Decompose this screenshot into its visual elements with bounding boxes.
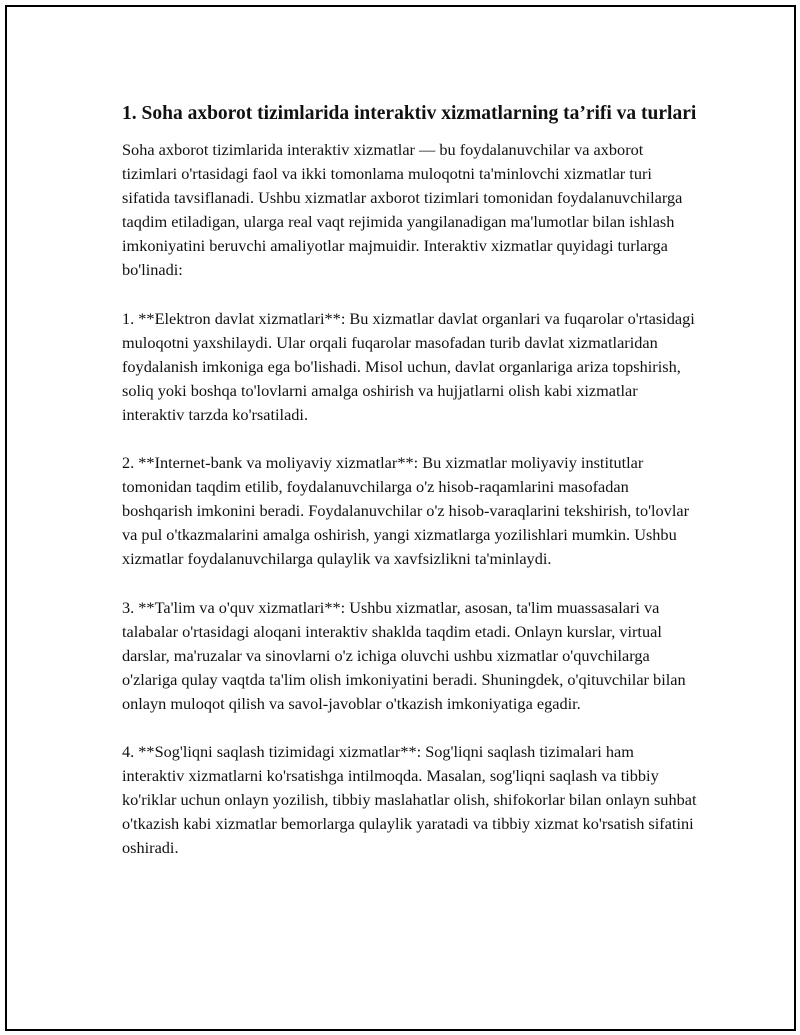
- document-title: 1. Soha axborot tizimlarida interaktiv xizmatlarning ta’rifi va turlari: [122, 103, 697, 124]
- page-frame: [5, 5, 796, 1031]
- paragraph-internet-banking: 2. **Internet-bank va moliyaviy xizmatlar**: Bu xizmatlar moliyaviy institutlar tomonidan taqdim etilib, foydalanuvchilarga o'z hisob-raqamlarini masofadan boshqarish imkonini beradi. Foydalanuvchilar o'z hisob-varaqlarini tekshirish, to'lovlar va pul o'tkazmalarini amalga oshirish, yangi xizmatlarga yozilishlari mumkin. Ushbu xizmatlar foydalanuvchilarga qulaylik va xavfsizlikni ta'minlaydi.: [122, 453, 689, 569]
- paragraph-education-services: 3. **Ta'lim va o'quv xizmatlari**: Ushbu xizmatlar, asosan, ta'lim muassasalari va talabalar o'rtasidagi aloqani interaktiv shaklda taqdim etadi. Onlayn kurslar, virtual darslar, ma'ruzalar va sinovlarni o'z ichiga oluvchi ushbu xizmatlar o'quvchilarga o'zlariga qulay vaqtda ta'lim olish imkoniyatini beradi. Shuningdek, o'qituvchilar bilan onlayn muloqot qilish va savol-javoblar o'tkazish imkoniyatiga egadir.: [122, 597, 686, 713]
- paragraph-healthcare-services: 4. **Sog'liqni saqlash tizimidagi xizmatlar**: Sog'liqni saqlash tizimalari ham interaktiv xizmatlarni ko'rsatishga intilmoqda. Masalan, sog'liqni saqlash va tibbiy ko'riklar uchun onlayn yozilish, tibbiy maslahatlar olish, shifokorlar bilan onlayn suhbat o'tkazish kabi xizmatlar bemorlarga qulaylik yaratadi va tibbiy xizmat ko'rsatish sifatini oshiradi.: [122, 741, 697, 858]
- document-body: [122, 99, 697, 884]
- intro-paragraph: Soha axborot tizimlarida interaktiv xizmatlar — bu foydalanuvchilar va axborot tizimlari o'rtasidagi faol va ikki tomonlama muloqotni ta'minlovchi xizmatlar turi sifatida tavsiflanadi. Ushbu xizmatlar axborot tizimlari tomonidan foydalanuvchilarga taqdim etiladigan, ularga real vaqt rejimida yangilanadigan ma'lumotlar bilan ishlash imkoniyatini beruvchi amaliyotlar majmuidir. Interaktiv xizmatlar quyidagi turlarga bo'linadi:: [122, 140, 683, 280]
- paragraph-electronic-government: 1. **Elektron davlat xizmatlari**: Bu xizmatlar davlat organlari va fuqarolar o'rtasidagi muloqotni yaxshilaydi. Ular orqali fuqarolar masofadan turib davlat xizmatlaridan foydalanish imkoniga ega bo'lishadi. Misol uchun, davlat organlariga ariza topshirish, soliq yoki boshqa to'lovlarni amalga oshirish va hujjatlarni olish kabi xizmatlar interaktiv tarzda ko'rsatiladi.: [122, 308, 695, 424]
